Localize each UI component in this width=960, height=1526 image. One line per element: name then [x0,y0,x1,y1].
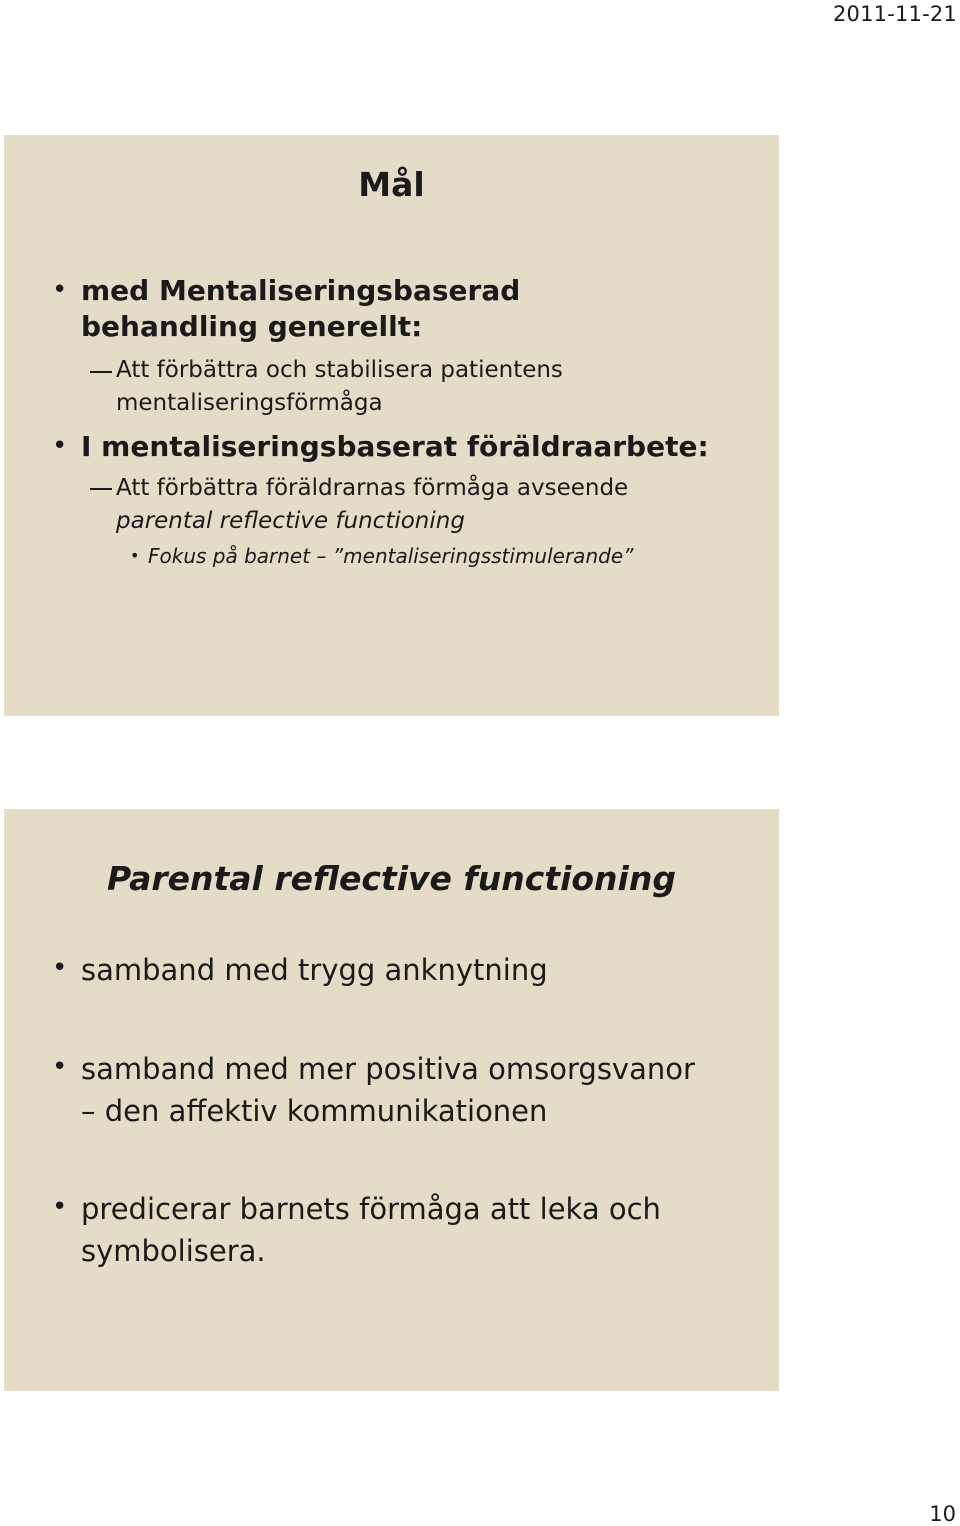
dash-icon [90,488,112,490]
list-item: samband med mer positiva omsorgsvanor – den affektiv kommunikationen [81,1052,695,1128]
dash-icon [90,371,112,373]
bullet-icon: • [52,1052,68,1082]
list-item: med Mentaliseringsbaserad behandling generellt: [81,274,521,343]
list-item: I mentaliseringsbaserat föräldraarbete: [81,430,709,463]
list-subitem-line-italic: parental reflective functioning [116,508,465,534]
list-subsubitem: Fokus på barnet – ”mentaliseringsstimulerande” [148,544,634,568]
bullet-icon: • [52,1192,68,1222]
list-subitem: Att förbättra och stabilisera patientens mentaliseringsförmåga [116,357,563,416]
bullet-icon: • [52,431,68,461]
slide-2-title: Parental reflective functioning [107,859,676,898]
list-subitem [116,472,736,538]
slide-1-title: Mål [358,165,425,204]
list-subitem-line: Att förbättra föräldrarnas förmåga avseende [116,475,629,501]
slide-1 [4,135,779,716]
bullet-icon: • [52,275,68,305]
page-number: 10 [929,1502,956,1526]
bullet-icon: • [52,953,68,983]
list-item: samband med trygg anknytning [81,953,548,987]
header-date: 2011-11-21 [832,2,957,26]
list-item: predicerar barnets förmåga att leka och symbolisera. [81,1192,661,1268]
slide-2 [4,809,779,1391]
bullet-icon: • [130,546,140,565]
